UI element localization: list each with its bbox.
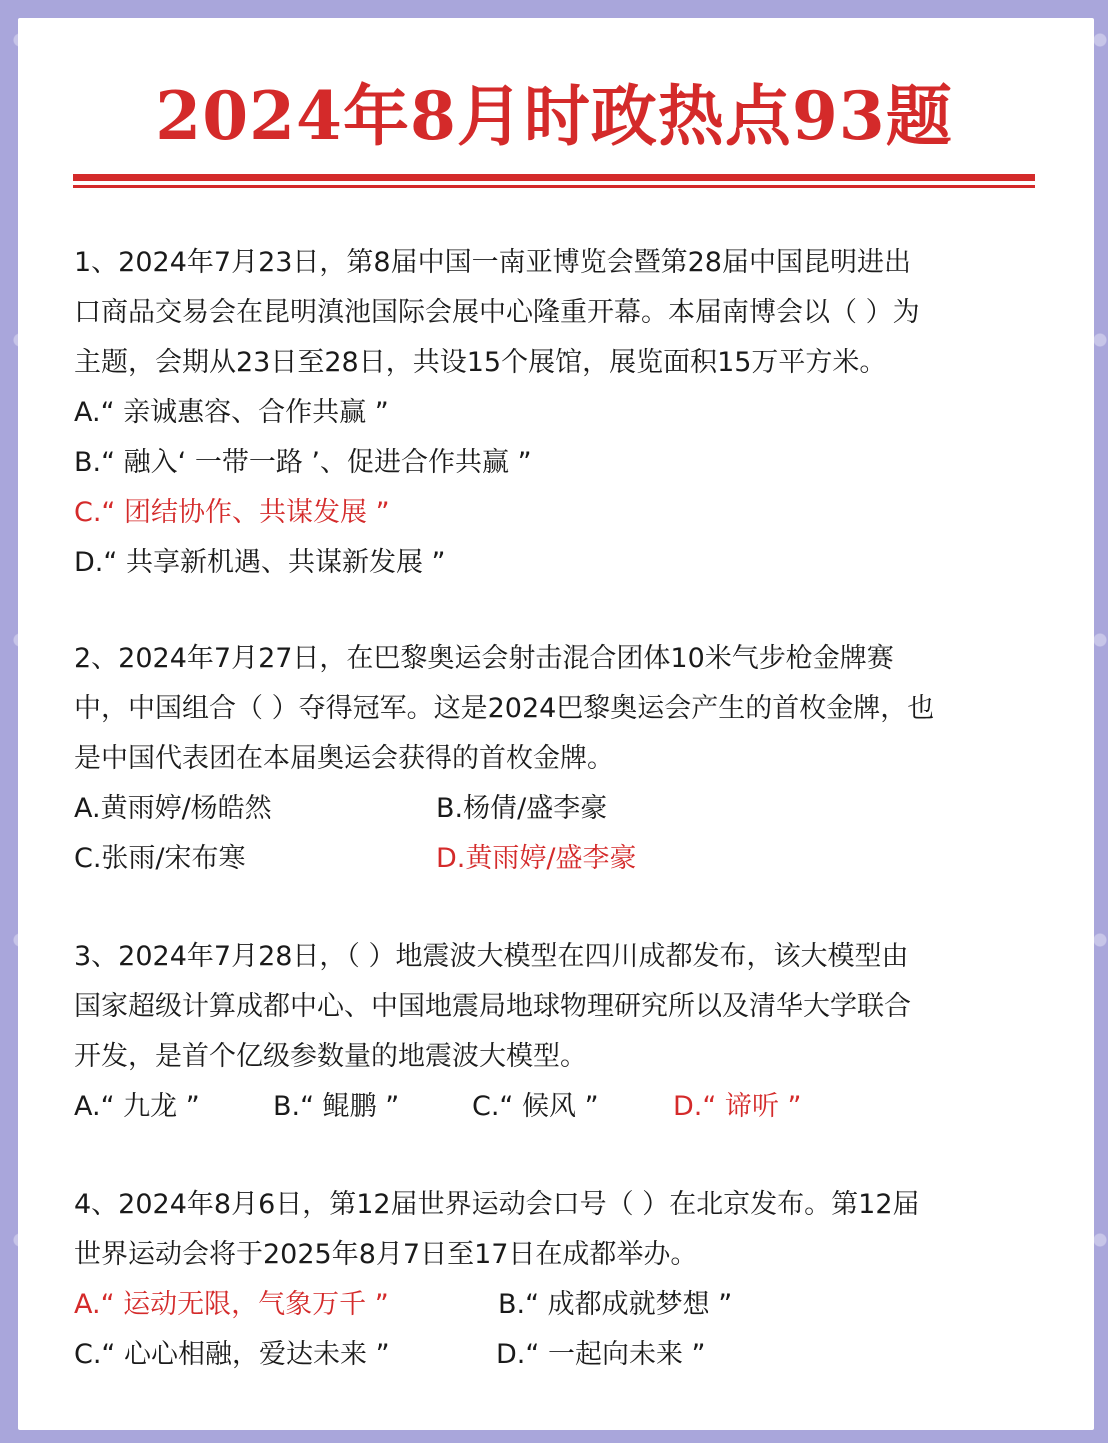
option-c: C.张雨/宋布寒	[74, 843, 246, 874]
option-a: A.“ 亲诚惠容、合作共赢 ”	[74, 397, 389, 428]
question-line: 3、2024年7月28日，（ ）地震波大模型在四川成都发布，该大模型由	[74, 941, 909, 972]
option-a: A.黄雨婷/杨皓然	[74, 793, 272, 824]
option-d-correct: D.“ 谛听 ”	[673, 1091, 802, 1122]
option-d: D.“ 一起向未来 ”	[496, 1339, 706, 1370]
question-line: 主题，会期从23日至28日，共设15个展馆，展览面积15万平方米。	[74, 347, 887, 378]
question-line: 国家超级计算成都中心、中国地震局地球物理研究所以及清华大学联合	[74, 991, 911, 1022]
question-line: 口商品交易会在昆明滇池国际会展中心隆重开幕。本届南博会以（ ）为	[74, 297, 920, 328]
question-line: 中，中国组合（ ）夺得冠军。这是2024巴黎奥运会产生的首枚金牌，也	[74, 693, 935, 724]
question-4-text	[74, 1180, 920, 1280]
options-row-2	[74, 1330, 920, 1380]
option-b: B.“ 融入‘ 一带一路 ’、促进合作共赢 ”	[74, 447, 532, 478]
title-underline-thick	[73, 174, 1035, 181]
question-line: 1、2024年7月23日，第8届中国一南亚博览会暨第28届中国昆明进出	[74, 247, 911, 278]
option-a-correct: A.“ 运动无限，气象万千 ”	[74, 1289, 389, 1320]
title-underline-thin	[73, 185, 1035, 188]
question-2	[74, 634, 934, 884]
question-4	[74, 1180, 920, 1380]
question-line: 4、2024年8月6日，第12届世界运动会口号（ ）在北京发布。第12届	[74, 1189, 920, 1220]
options-row-2	[74, 834, 934, 884]
option-c: C.“ 心心相融，爱达未来 ”	[74, 1339, 390, 1370]
question-3-text	[74, 932, 911, 1082]
question-line: 2、2024年7月27日，在巴黎奥运会射击混合团体10米气步枪金牌赛	[74, 643, 894, 674]
option-d: D.“ 共享新机遇、共谋新发展 ”	[74, 547, 446, 578]
question-line: 开发，是首个亿级参数量的地震波大模型。	[74, 1041, 587, 1072]
option-d-correct: D.黄雨婷/盛李豪	[436, 843, 637, 874]
option-c: C.“ 候风 ”	[472, 1091, 599, 1122]
page-title: 2024年8月时政热点93题	[155, 77, 953, 155]
option-a: A.“ 九龙 ”	[74, 1091, 200, 1122]
options-row-1	[74, 784, 934, 834]
option-b: B.“ 成都成就梦想 ”	[498, 1289, 733, 1320]
question-line: 是中国代表团在本届奥运会获得的首枚金牌。	[74, 743, 614, 774]
question-line: 世界运动会将于2025年8月7日至17日在成都举办。	[74, 1239, 698, 1270]
question-1	[74, 238, 920, 588]
options-row-1	[74, 1280, 920, 1330]
option-b: B.“ 鲲鹏 ”	[273, 1091, 400, 1122]
option-b: B.杨倩/盛李豪	[436, 793, 608, 824]
question-1-text	[74, 238, 920, 388]
option-c-correct: C.“ 团结协作、共谋发展 ”	[74, 497, 390, 528]
question-3	[74, 932, 911, 1132]
options-row	[74, 1082, 911, 1132]
question-2-text	[74, 634, 934, 784]
